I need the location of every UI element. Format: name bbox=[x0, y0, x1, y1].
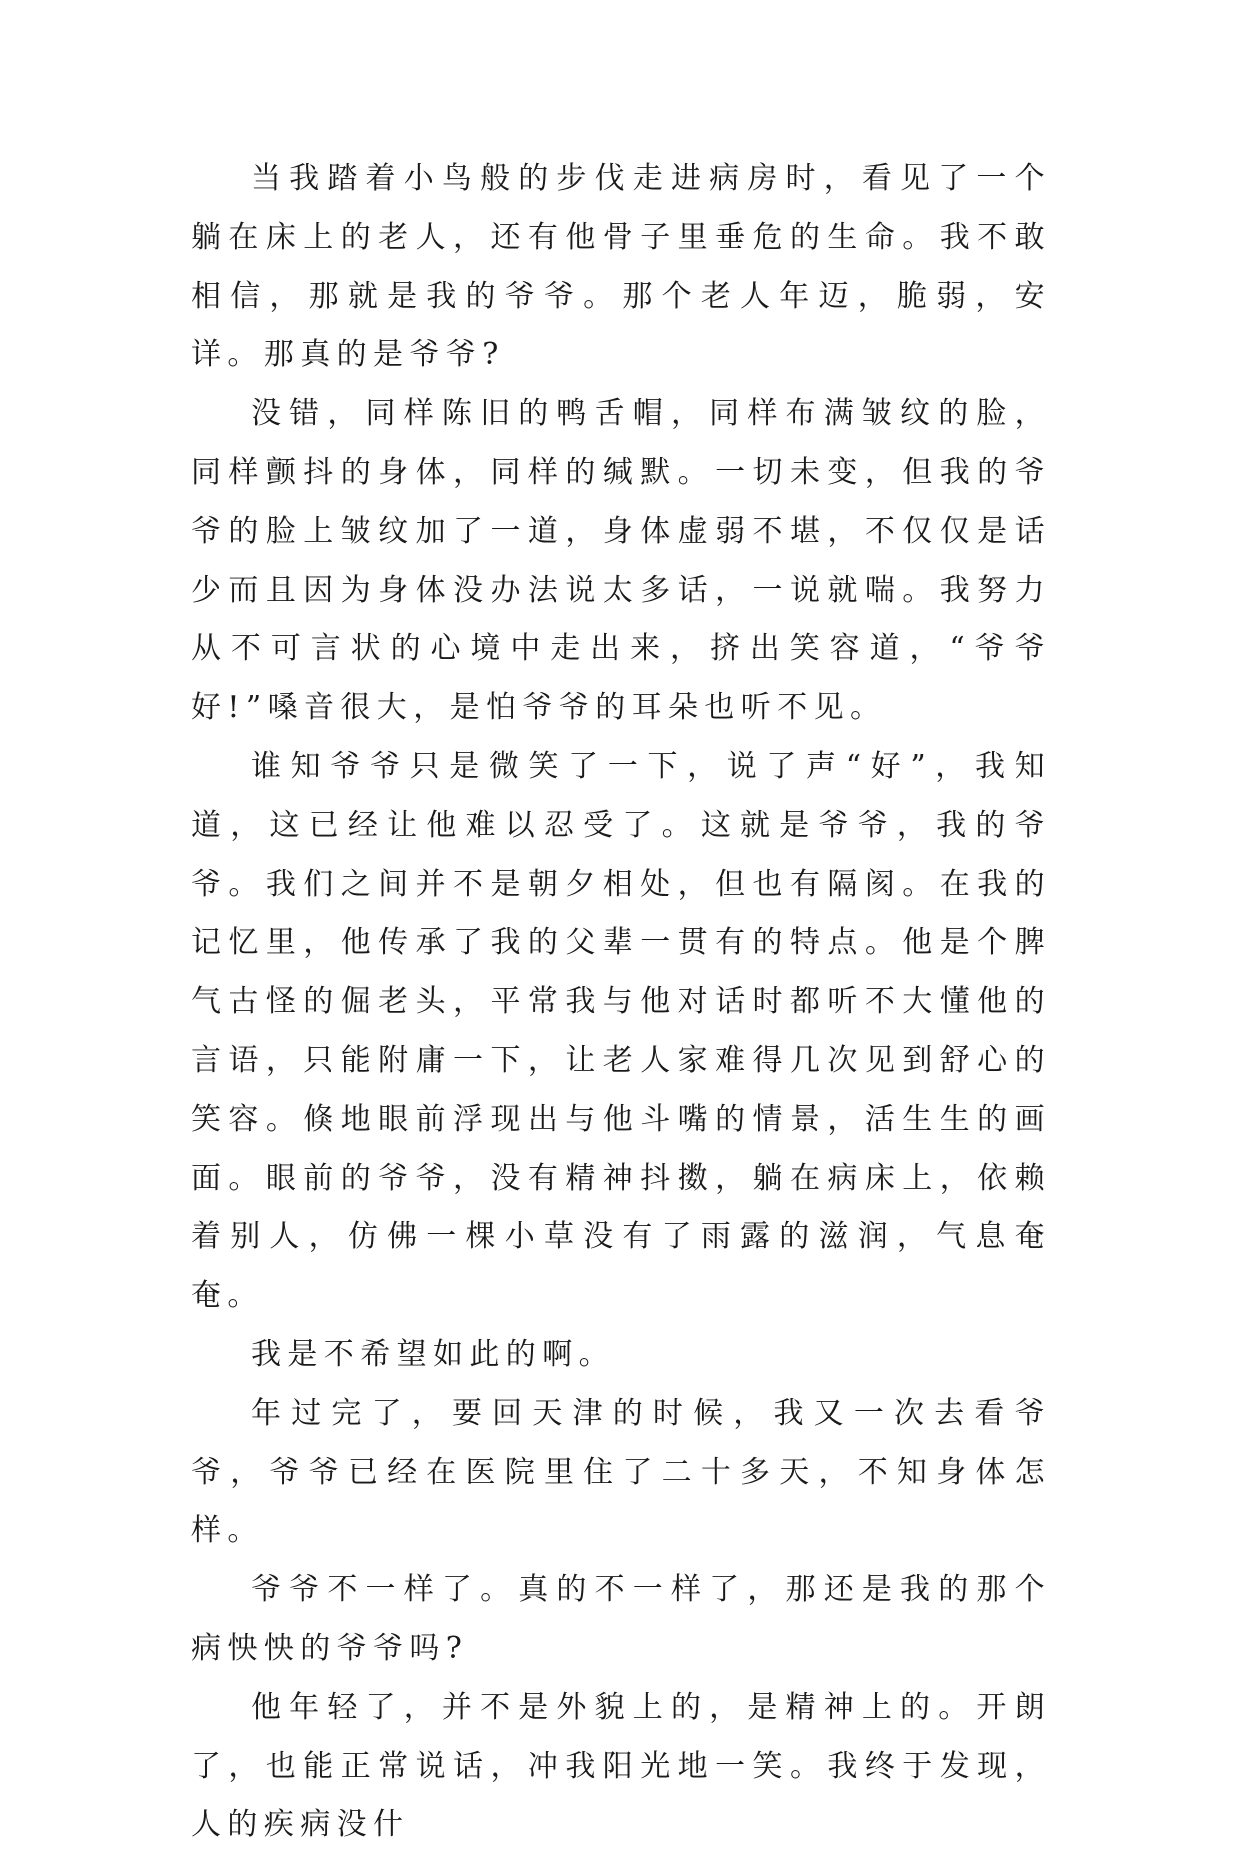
paragraph-2: 没错，同样陈旧的鸭舌帽，同样布满皱纹的脸，同样颤抖的身体，同样的缄默。一切未变，但我的爷爷的脸上皱纹加了一道，身体虚弱不堪，不仅仅是话少而且因为身体没办法说太多话，一说就喘。我努力从不可言状的心境中走出来，挤出笑容道，“爷爷好!”嗓音很大，是怕爷爷的耳朵也听不见。 bbox=[191, 396, 1051, 726]
paragraph-3: 谁知爷爷只是微笑了一下，说了声“好”，我知道，这已经让他难以忍受了。这就是爷爷，我的爷爷。我们之间并不是朝夕相处，但也有隔阂。在我的记忆里，他传承了我的父辈一贯有的特点。他是个脾气古怪的倔老头，平常我与他对话时都听不大懂他的言语，只能附庸一下，让老人家难得几次见到舒心的笑容。倏地眼前浮现出与他斗嘴的情景，活生生的画面。眼前的爷爷，没有精神抖擞，躺在病床上，依赖着别人，仿佛一棵小草没有了雨露的滋润，气息奄奄。 bbox=[191, 748, 1051, 1314]
document-body bbox=[191, 150, 1051, 1855]
paragraph-7: 他年轻了，并不是外貌上的，是精神上的。开朗了，也能正常说话，冲我阳光地一笑。我终于发现，人的疾病没什 bbox=[191, 1689, 1051, 1843]
paragraph-5: 年过完了，要回天津的时候，我又一次去看爷爷，爷爷已经在医院里住了二十多天，不知身体怎样。 bbox=[191, 1395, 1051, 1549]
paragraph-4: 我是不希望如此的啊。 bbox=[251, 1336, 615, 1372]
paragraph-6: 爷爷不一样了。真的不一样了，那还是我的那个病怏怏的爷爷吗? bbox=[191, 1572, 1051, 1666]
paragraph-1: 当我踏着小鸟般的步伐走进病房时，看见了一个躺在床上的老人，还有他骨子里垂危的生命。我不敢相信，那就是我的爷爷。那个老人年迈，脆弱，安详。那真的是爷爷? bbox=[191, 161, 1051, 373]
